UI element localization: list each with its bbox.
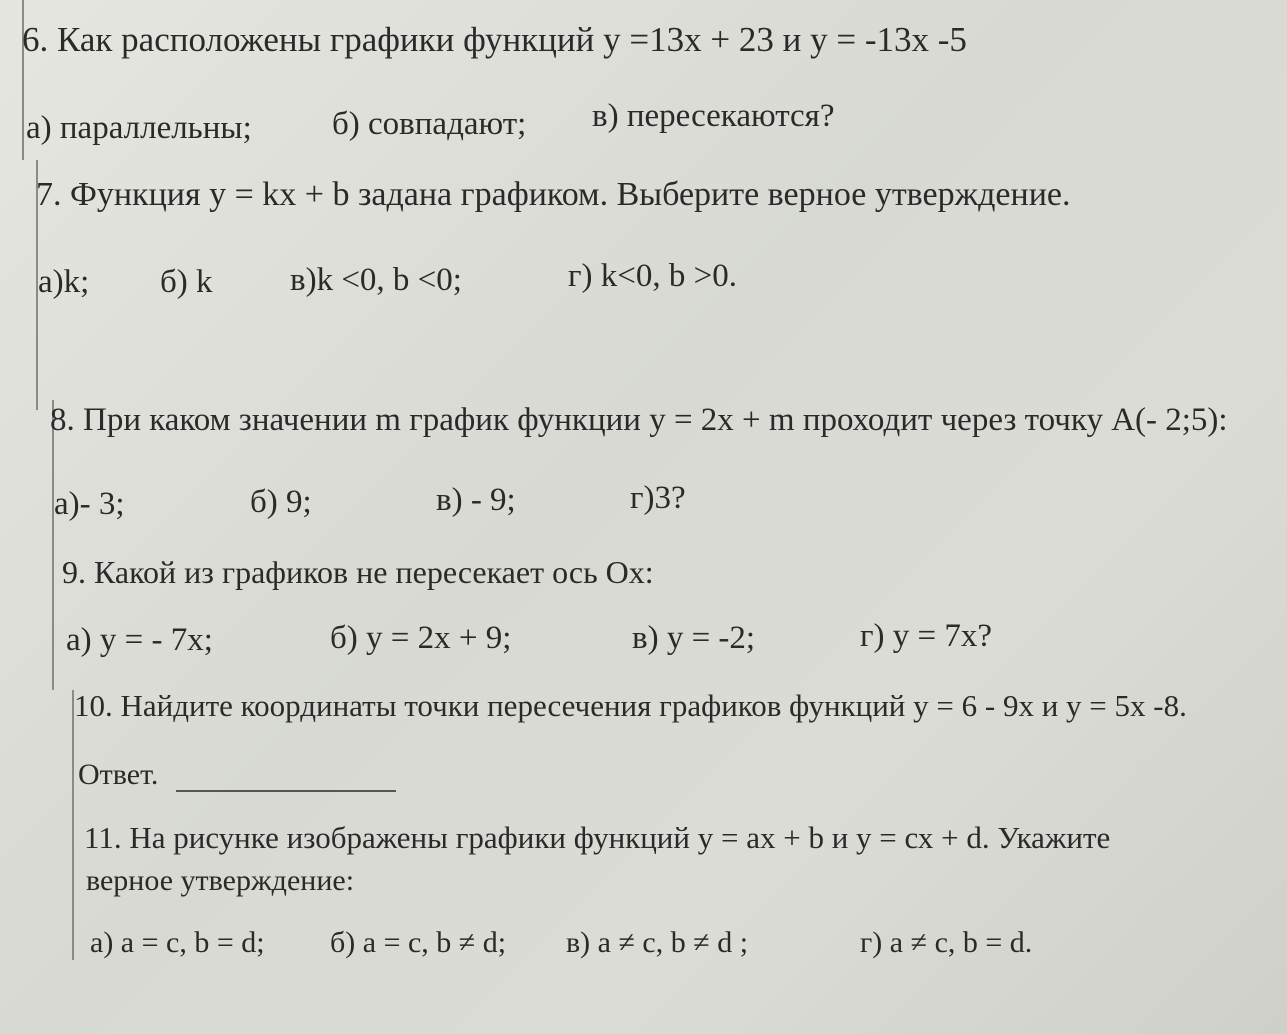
question-7-text: 7. Функция у = kx + b задана графиком. Выберите верное утверждение. (36, 176, 1071, 213)
question-9-option-d: г) у = 7х? (860, 618, 993, 654)
question-9-text: 9. Какой из графиков не пересекает ось Ох: (62, 554, 654, 590)
question-8-option-b: б) 9; (250, 484, 312, 520)
margin-line-lower (52, 400, 54, 690)
question-11-text-line1: 11. На рисунке изображены графики функций у = ах + b и у = сх + d. Укажите (84, 820, 1111, 855)
question-6-option-b: б) совпадают; (332, 106, 527, 142)
question-9-option-b: б) у = 2х + 9; (330, 620, 512, 656)
question-8-option-c: в) - 9; (436, 482, 516, 518)
margin-line-bottom (72, 690, 74, 960)
question-10-answer-label: Ответ. (78, 758, 159, 791)
question-6-text: 6. Как расположены графики функций у =13х + 23 и у = -13х -5 (22, 20, 967, 59)
question-8-option-a: а)- 3; (54, 486, 125, 522)
question-7-option-c: в)k <0, b <0; (290, 262, 462, 298)
question-9-option-a: а) у = - 7х; (66, 622, 213, 658)
question-11-option-a: а) а = с, b = d; (90, 926, 265, 959)
question-8-option-d: г)3? (630, 480, 686, 516)
question-9-option-c: в) у = -2; (632, 620, 756, 656)
question-7-option-d: г) k<0, b >0. (568, 258, 737, 294)
question-7-option-b: б) k (160, 264, 213, 300)
answer-blank-line[interactable] (176, 790, 396, 792)
question-6-option-a: а) параллельны; (26, 110, 252, 146)
question-6-option-c: в) пересекаются? (592, 98, 835, 134)
question-11-option-d: г) а ≠ с, b = d. (860, 926, 1033, 959)
question-10-text: 10. Найдите координаты точки пересечения графиков функций у = 6 - 9х и у = 5х -8. (74, 688, 1187, 723)
question-11-option-c: в) а ≠ с, b ≠ d ; (566, 926, 749, 959)
question-11-option-b: б) а = с, b ≠ d; (330, 926, 507, 959)
question-7-option-a: а)k; (38, 264, 90, 300)
question-11-text-line2: верное утверждение: (86, 864, 355, 897)
question-8-text: 8. При каком значении m график функции у = 2х + m проходит через точку А(- 2;5): (50, 402, 1228, 438)
